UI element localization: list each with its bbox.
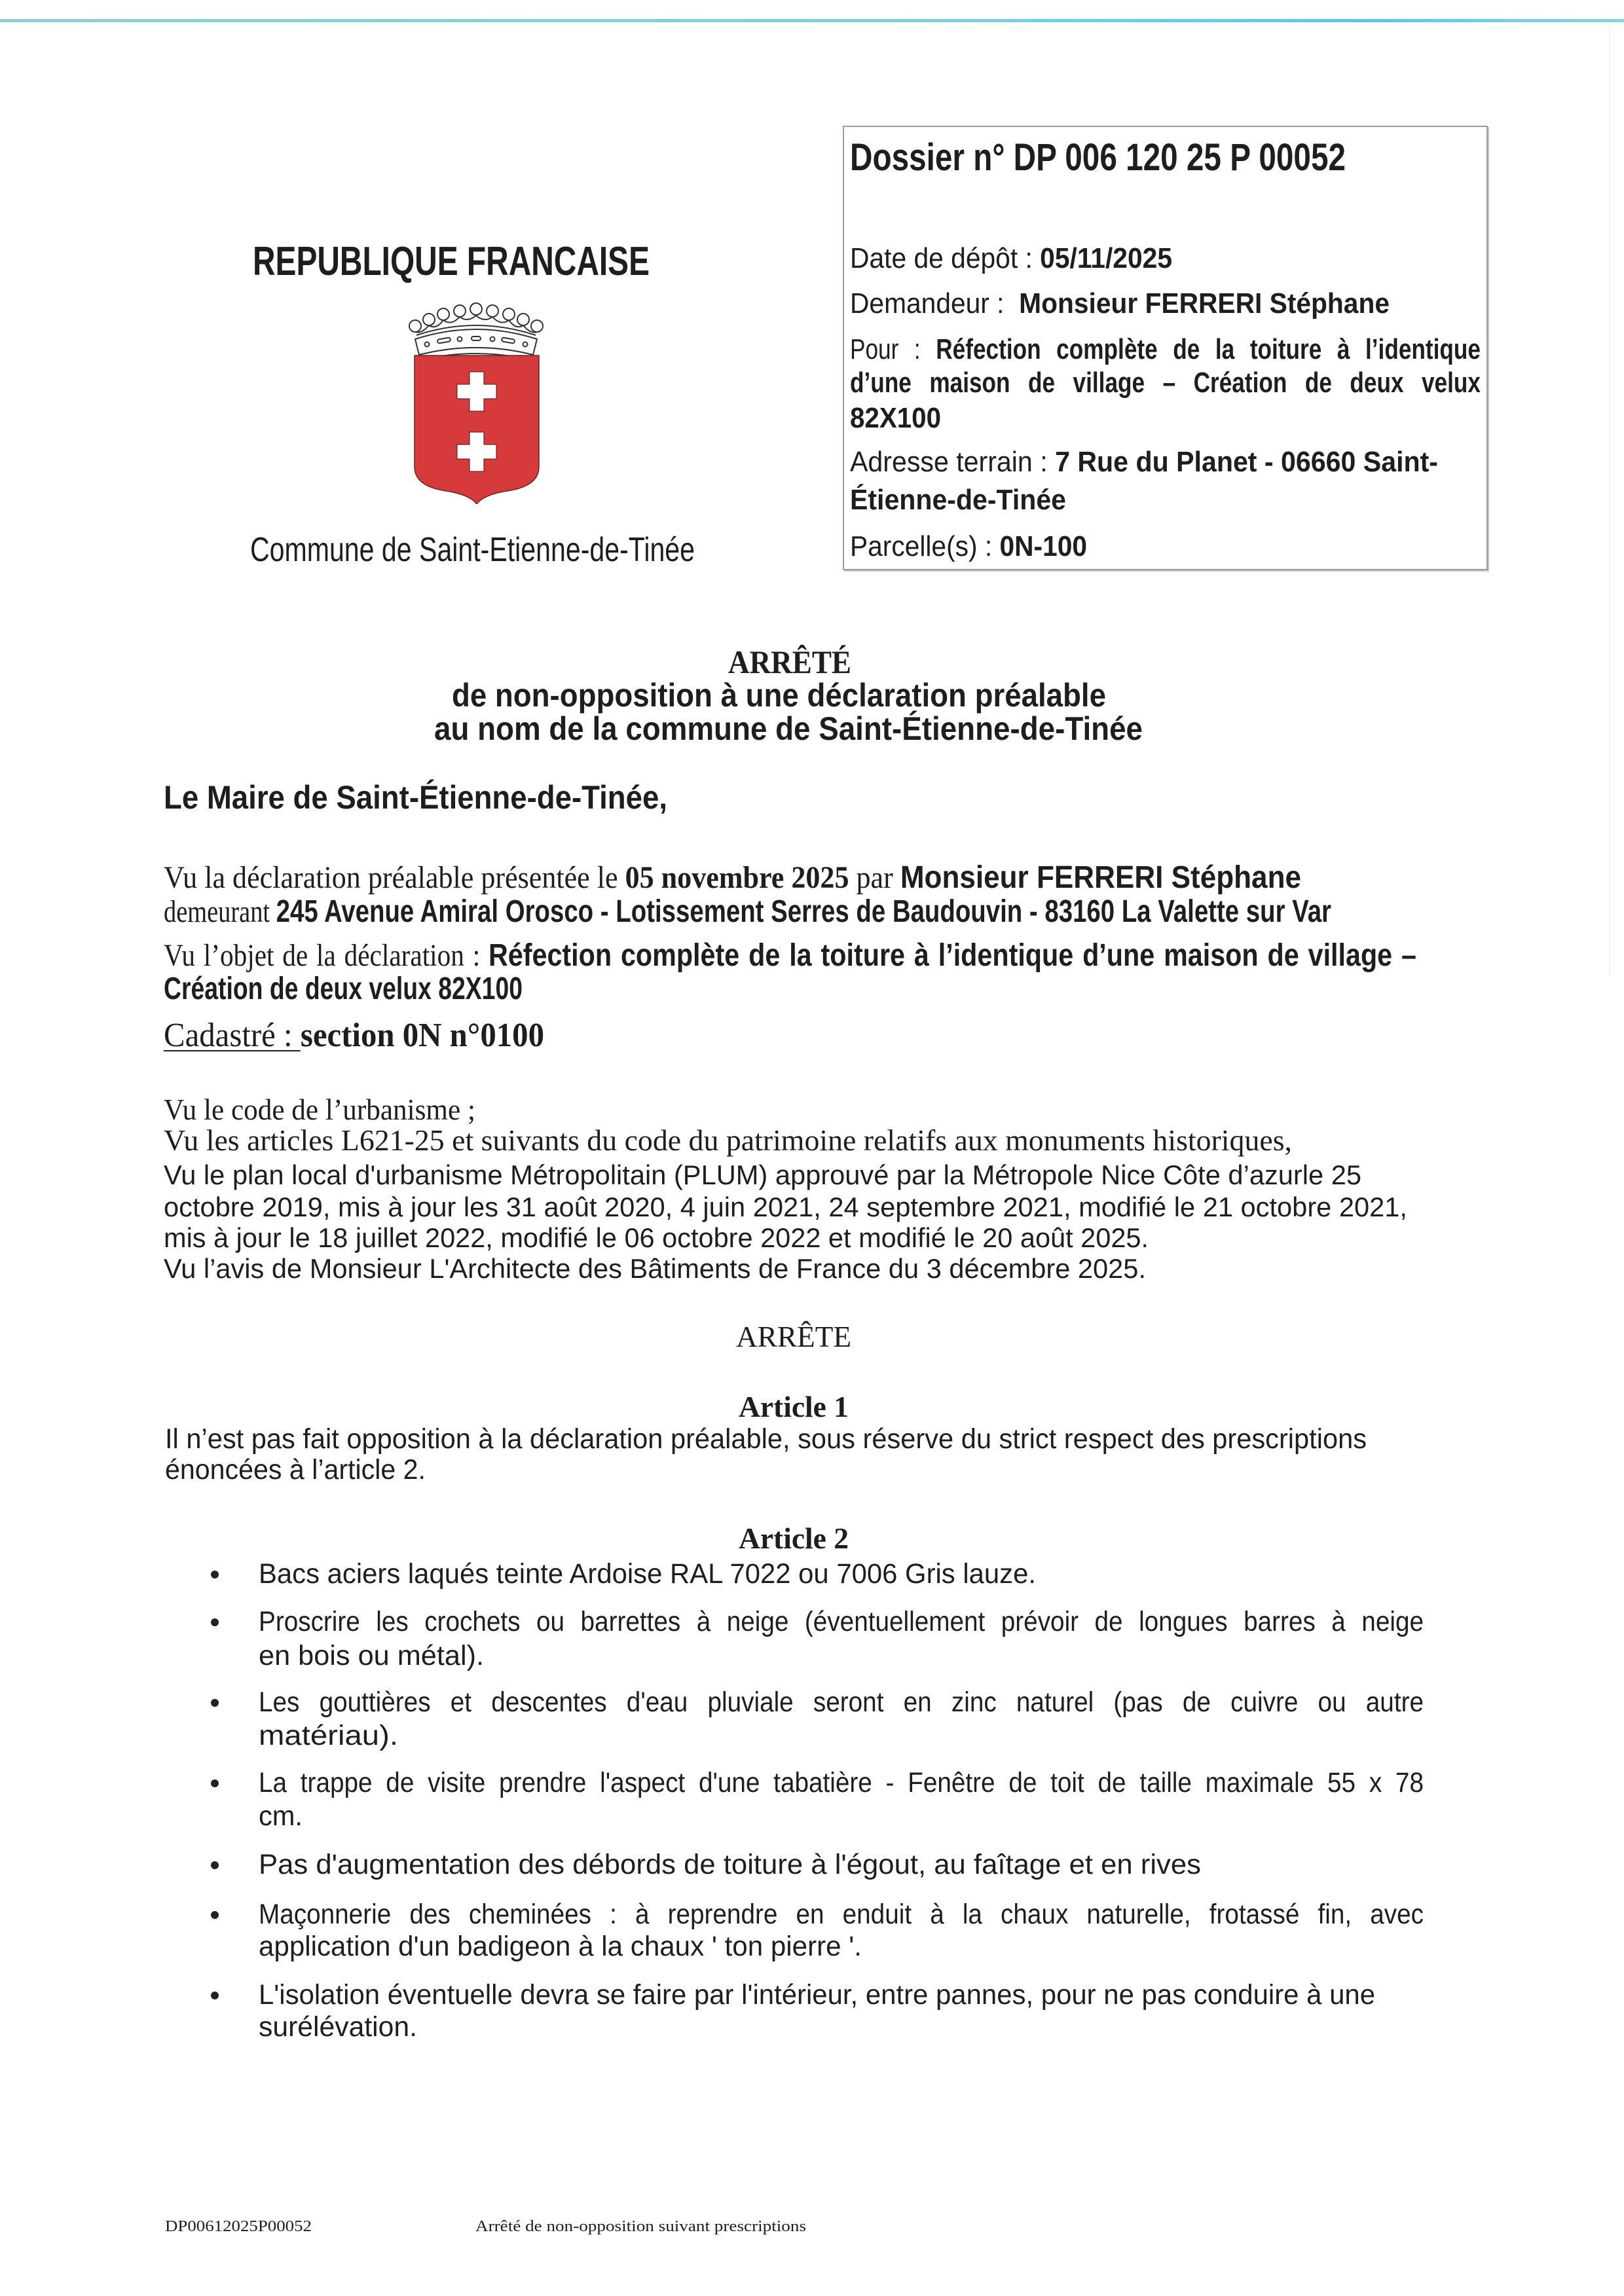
declaration-date: 05 novembre 2025 [625,860,849,895]
address-value-2: Étienne-de-Tinée [850,484,1066,516]
decree-title-text: ARRÊTÉ [728,644,851,680]
cadastre-label-gap [293,1017,301,1054]
prescription-text: matériau). [259,1720,398,1751]
heritage-code-line [164,1125,1292,1156]
prescription-line [259,1642,484,1670]
bullet-icon [211,1779,219,1787]
prescription-text: en bois ou métal). [259,1640,484,1671]
cadastre-line [164,1019,544,1053]
decree-heading [736,1322,851,1352]
crown-pearl [454,305,466,317]
object-line-1 [164,940,1416,972]
article-title [739,1392,849,1422]
prescription-line [259,1981,1375,2009]
article-body-text: Il n’est pas fait opposition à la déclaration préalable, sous réserve du strict respect des prescriptions [165,1423,1367,1455]
applicant-line [850,289,1390,318]
crown-pearl [437,308,449,320]
prescription-text: La trappe de visite prendre l'aspect d'une tabatière - Fenêtre de toit de taille maximale 55 x 78 [259,1767,1424,1798]
crown-pearl [470,303,482,315]
abf-opinion-text: Vu l’avis de Monsieur L'Architecte des Bâtiments de France du 3 décembre 2025. [164,1253,1146,1284]
prescription-line [259,1851,1201,1879]
parcel-line [850,532,1087,561]
mayor-line [164,781,667,814]
decree-heading-text: ARRÊTE [736,1320,851,1353]
decree-subtitle-text-2: au nom de la commune de Saint-Étienne-de-Tinée [434,710,1143,747]
commune-text: Commune de Saint-Etienne-de-Tinée [250,531,695,569]
abf-opinion-line [164,1255,1146,1283]
prescription-line [259,2013,417,2041]
cadastre-value: section 0N n°0100 [300,1017,544,1054]
object-value-2: Création de deux velux 82X100 [164,972,523,1006]
purpose-value-1: Réfection complète de la toiture à l’identique [936,333,1481,365]
decree-subtitle-2 [434,712,1143,745]
article-title [739,1523,849,1554]
crown-pearl [409,320,421,332]
parcel-value: 0N-100 [999,530,1087,562]
object-label: Vu l’objet de la déclaration : [164,938,481,973]
prescription-line [259,1802,303,1831]
object-value-1: Réfection complète de la toiture à l’identique d’une maison de village – [488,938,1417,973]
crown-jewel [523,342,528,347]
plum-line-2 [164,1194,1407,1221]
crown-icon [409,303,543,360]
prescription-text: Bacs aciers laqués teinte Ardoise RAL 7022 ou 7006 Gris lauze. [259,1558,1036,1590]
crown-jewel [471,337,481,340]
commune-name [250,533,695,567]
bullet-icon [211,1699,219,1707]
address-value-1: 7 Rue du Planet - 06660 Saint- [1055,446,1438,478]
dossier-number-text: Dossier n° DP 006 120 25 P 00052 [850,136,1346,179]
purpose-value-3: 82X100 [850,402,941,434]
decree-subtitle-1 [452,679,1106,712]
crown-pearl [487,305,498,317]
republic-text: REPUBLIQUE FRANCAISE [253,239,650,284]
footer-document-type [475,2219,806,2234]
prescription-line [259,1769,1424,1797]
article-body-line [165,1425,1367,1453]
crown-pearl [423,314,435,325]
address-line-2 [850,486,1066,515]
plum-line-1 [164,1161,1361,1189]
bullet-icon [211,1911,219,1919]
declaration-by: par [856,860,893,895]
footer-reference-text: DP00612025P00052 [165,2218,312,2235]
prescription-text: surélévation. [259,2011,417,2043]
purpose-line-1 [850,335,1481,364]
crown-jewel [458,337,462,342]
bullet-icon [211,1861,219,1869]
prescription-line [259,1608,1424,1636]
urbanism-code-text: Vu le code de l’urbanisme ; [164,1093,475,1126]
declaration-prefix: Vu la déclaration préalable présentée le [164,860,618,895]
bullet-icon [211,1571,219,1578]
address-label: Adresse terrain : [850,446,1048,478]
purpose-value-2: d’une maison de village – Création de deux velux [850,367,1481,399]
prescription-line [259,1901,1424,1929]
address-line-1 [850,448,1438,477]
plum-text-2: octobre 2019, mis à jour les 31 août 2020, 4 juin 2021, 24 septembre 2021, modifié le 21 octobre 2021, [164,1192,1407,1222]
heritage-code-text: Vu les articles L621-25 et suivants du code du patrimoine relatifs aux monuments historiques, [164,1123,1292,1157]
plum-line-3 [164,1224,1149,1252]
decree-title [728,646,851,678]
mayor-text: Le Maire de Saint-Étienne-de-Tinée, [164,779,667,816]
residing-label: demeurant [164,894,270,929]
republic-heading [253,239,650,284]
plum-text-1: Vu le plan local d'urbanisme Métropolitain (PLUM) approuvé par la Métropole Nice Côte d’azurle 25 [164,1159,1361,1190]
article-body-line [165,1456,426,1484]
deposit-date-line [850,244,1172,273]
deposit-date-label: Date de dépôt : [850,242,1033,274]
prescription-line [259,1933,862,1961]
prescription-text: cm. [259,1800,303,1832]
article-title-text: Article 1 [739,1390,849,1423]
declaration-line-2 [164,896,1331,928]
prescription-text: Pas d'augmentation des débords de toiture à l'égout, au faîtage et en rives [259,1849,1201,1880]
coat-of-arms-icon [407,300,545,504]
applicant-label: Demandeur : [850,287,1005,319]
crown-jewel [425,342,430,347]
purpose-label: Pour : [850,333,921,365]
scan-edge-line [1609,26,1610,975]
crown-pearl [503,308,515,320]
urbanism-code-line [164,1095,475,1125]
parcel-label: Parcelle(s) : [850,530,993,562]
prescription-text: Maçonnerie des cheminées : à reprendre en enduit à la chaux naturelle, frotassé fin, avec [259,1899,1424,1930]
prescription-line [259,1688,1424,1717]
bullet-icon [211,1992,219,1999]
object-line-2 [164,974,523,1005]
article-body-text: énoncées à l’article 2. [165,1454,426,1485]
article-title-text: Article 2 [739,1522,849,1555]
declaration-applicant: Monsieur FERRERI Stéphane [900,860,1301,895]
prescription-text: application d'un badigeon à la chaux ' ton pierre '. [259,1931,862,1962]
plum-text-3: mis à jour le 18 juillet 2022, modifié le 06 octobre 2022 et modifié le 20 août 2025. [164,1222,1149,1253]
purpose-line-3 [850,404,941,433]
crown-jewel [490,337,495,342]
prescription-text: Proscrire les crochets ou barrettes à neige (éventuellement prévoir de longues barres à neige [259,1606,1424,1637]
dossier-number [850,136,1346,179]
crown-pearl [531,320,543,332]
cadastre-label: Cadastré : [164,1017,293,1054]
residing-address: 245 Avenue Amiral Orosco - Lotissement Serres de Baudouvin - 83160 La Valette sur Var [276,894,1331,929]
prescription-text: L'isolation éventuelle devra se faire par l'intérieur, entre pannes, pour ne pas conduire à une [259,1979,1375,2011]
footer-document-type-text: Arrêté de non-opposition suivant prescriptions [475,2218,806,2235]
bullet-icon [211,1618,219,1626]
applicant-value: Monsieur FERRERI Stéphane [1019,287,1390,319]
crown-pearl [517,314,529,325]
top-rule [0,19,1624,22]
deposit-date-value: 05/11/2025 [1040,242,1172,274]
decree-subtitle-text-1: de non-opposition à une déclaration préalable [452,677,1106,714]
footer-reference [165,2219,312,2234]
declaration-line-1 [164,862,1301,894]
prescription-text: Les gouttières et descentes d'eau pluviale seront en zinc naturel (pas de cuivre ou autre [259,1686,1424,1718]
purpose-line-2 [850,369,1481,397]
prescription-line [259,1560,1036,1588]
prescription-line [259,1722,398,1750]
